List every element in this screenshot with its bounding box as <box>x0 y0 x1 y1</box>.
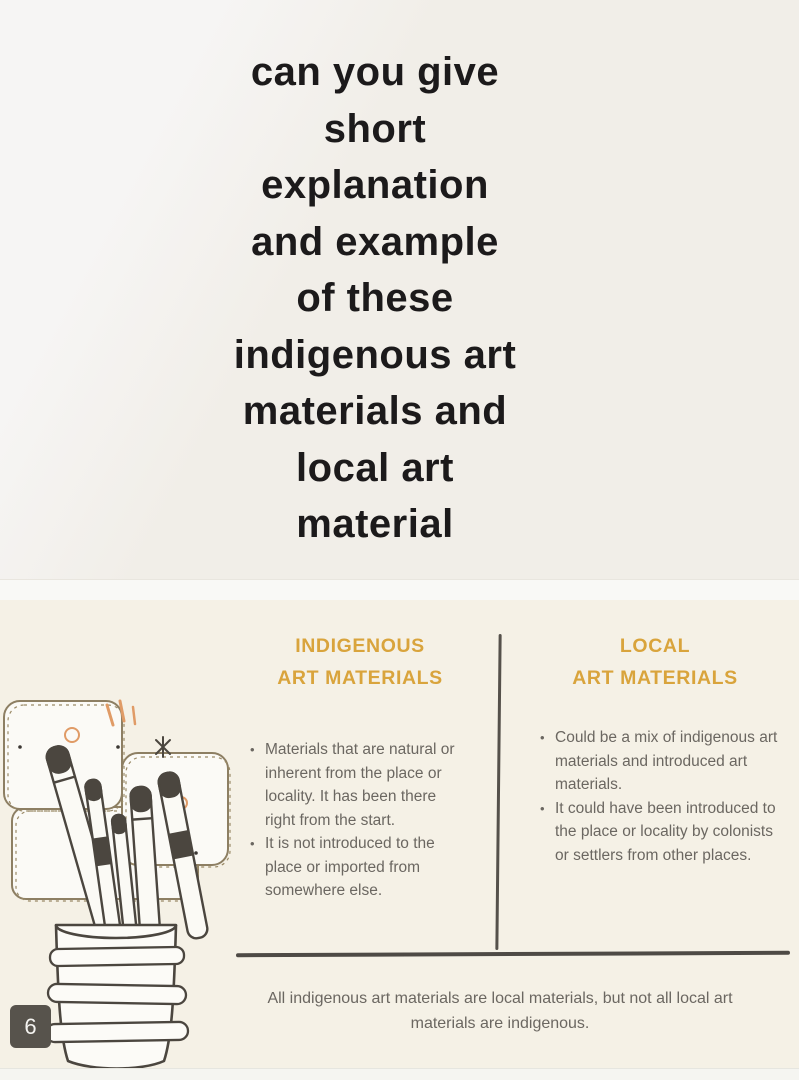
bullet-item: • Could be a mix of indigenous art materials and introduced art materials. <box>540 726 790 797</box>
slide-image <box>0 600 799 1068</box>
question-line: indigenous art <box>233 332 517 377</box>
footer-divider-line <box>236 951 790 957</box>
question-line: material <box>296 502 454 546</box>
question-text <box>160 44 590 553</box>
header-line: LOCAL <box>619 635 691 657</box>
page-number-badge: 6 <box>10 1005 51 1048</box>
bottom-strip <box>0 1068 799 1080</box>
bullet-item: • Materials that are natural or inherent from the place or locality. It has been there right from the start. <box>250 738 468 832</box>
question-line: explanation <box>261 163 489 207</box>
header-line: ART MATERIALS <box>572 667 738 689</box>
bullet-item: • It could have been introduced to the place or locality by colonists or settlers from other places. <box>540 797 790 868</box>
section-gap <box>0 580 799 600</box>
slide-footnote: All indigenous art materials are local materials, but not all local art materials are indigenous. <box>267 990 733 1032</box>
question-line: short <box>323 106 427 151</box>
header-line: ART MATERIALS <box>277 667 443 689</box>
question-line: of these <box>296 276 454 320</box>
pencil-cup <box>46 925 188 1068</box>
header-line: INDIGENOUS <box>295 635 425 657</box>
question-line: can you give <box>250 50 500 94</box>
question-line: materials and <box>242 389 508 433</box>
indigenous-column-header <box>230 630 490 694</box>
bullet-item: • It is not introduced to the place or imported from somewhere else. <box>250 832 468 903</box>
column-divider-line <box>495 634 501 950</box>
question-line: local art <box>296 445 454 490</box>
local-bullet-list <box>540 726 790 867</box>
local-column-header <box>525 630 785 694</box>
indigenous-bullet-list <box>250 738 468 903</box>
question-line: and example <box>251 219 499 264</box>
